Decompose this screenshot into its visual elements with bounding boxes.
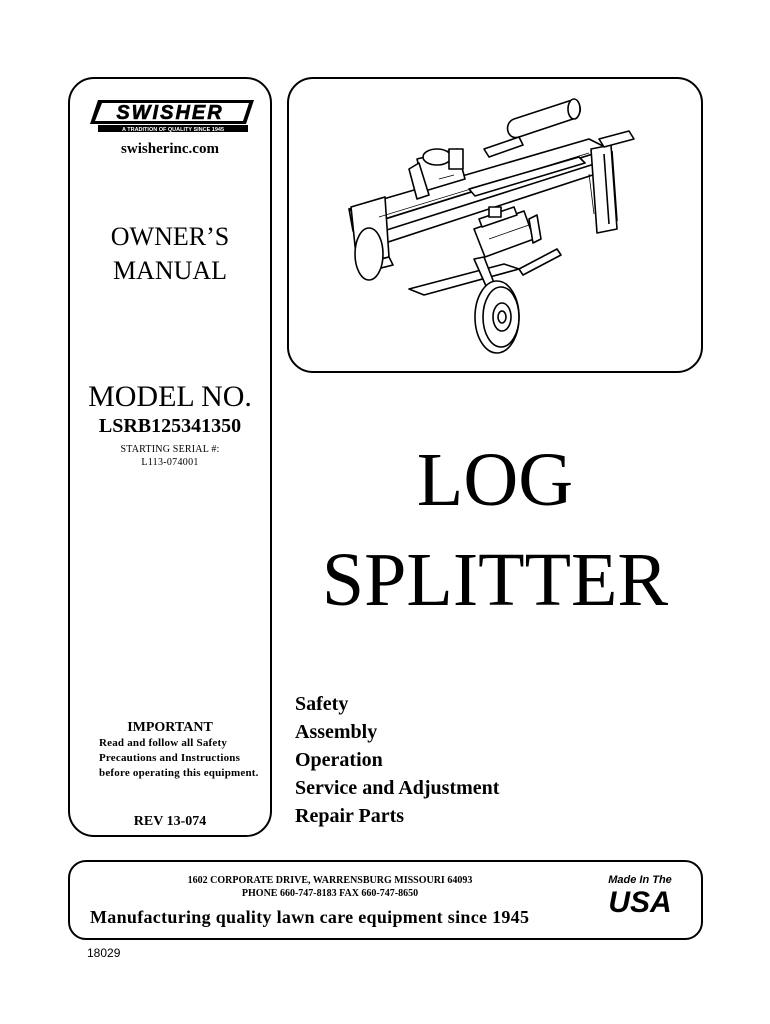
topic-item: Safety (295, 693, 349, 715)
document-type (68, 220, 272, 288)
company-tagline: Manufacturing quality lawn care equipment since 1945 (90, 907, 530, 927)
important-heading: IMPORTANT (127, 720, 213, 735)
document-type-line2: MANUAL (112, 256, 228, 285)
swisher-logo (84, 94, 256, 134)
made-in-label: Made In The (608, 874, 672, 886)
serial-label: STARTING SERIAL #: (120, 444, 220, 455)
model-number: LSRB125341350 (98, 415, 242, 437)
document-number: 18029 (87, 946, 121, 960)
model-label: MODEL NO. (88, 380, 252, 413)
product-image-panel (287, 77, 703, 373)
revision-number: REV 13-074 (133, 814, 207, 829)
document-type-line1: OWNER’S (110, 222, 230, 251)
serial-value: L113-074001 (141, 457, 199, 468)
topic-item: Repair Parts (295, 805, 405, 827)
company-address (150, 874, 510, 900)
svg-text:SWISHER: SWISHER (116, 102, 224, 124)
topic-item: Service and Adjustment (295, 777, 500, 799)
contents-topics (295, 690, 499, 830)
phone-fax: PHONE 660-747-8183 FAX 660-747-8650 (241, 888, 419, 899)
country-of-origin: USA (608, 886, 672, 919)
important-notice: Read and follow all Safety Precautions and Instructions before operating this equipment. (99, 737, 259, 779)
street-address: 1602 CORPORATE DRIVE, WARRENSBURG MISSOURI 64093 (187, 875, 473, 886)
log-splitter-illustration (289, 79, 701, 371)
topic-item: Operation (295, 749, 383, 771)
svg-text:A TRADITION OF QUALITY SINCE 1: A TRADITION OF QUALITY SINCE 1945 (121, 127, 225, 133)
website-url: swisherinc.com (121, 141, 219, 157)
topic-item: Assembly (295, 721, 378, 743)
product-title-line2: SPLITTER (321, 538, 669, 622)
product-title-line1: LOG (416, 438, 574, 522)
